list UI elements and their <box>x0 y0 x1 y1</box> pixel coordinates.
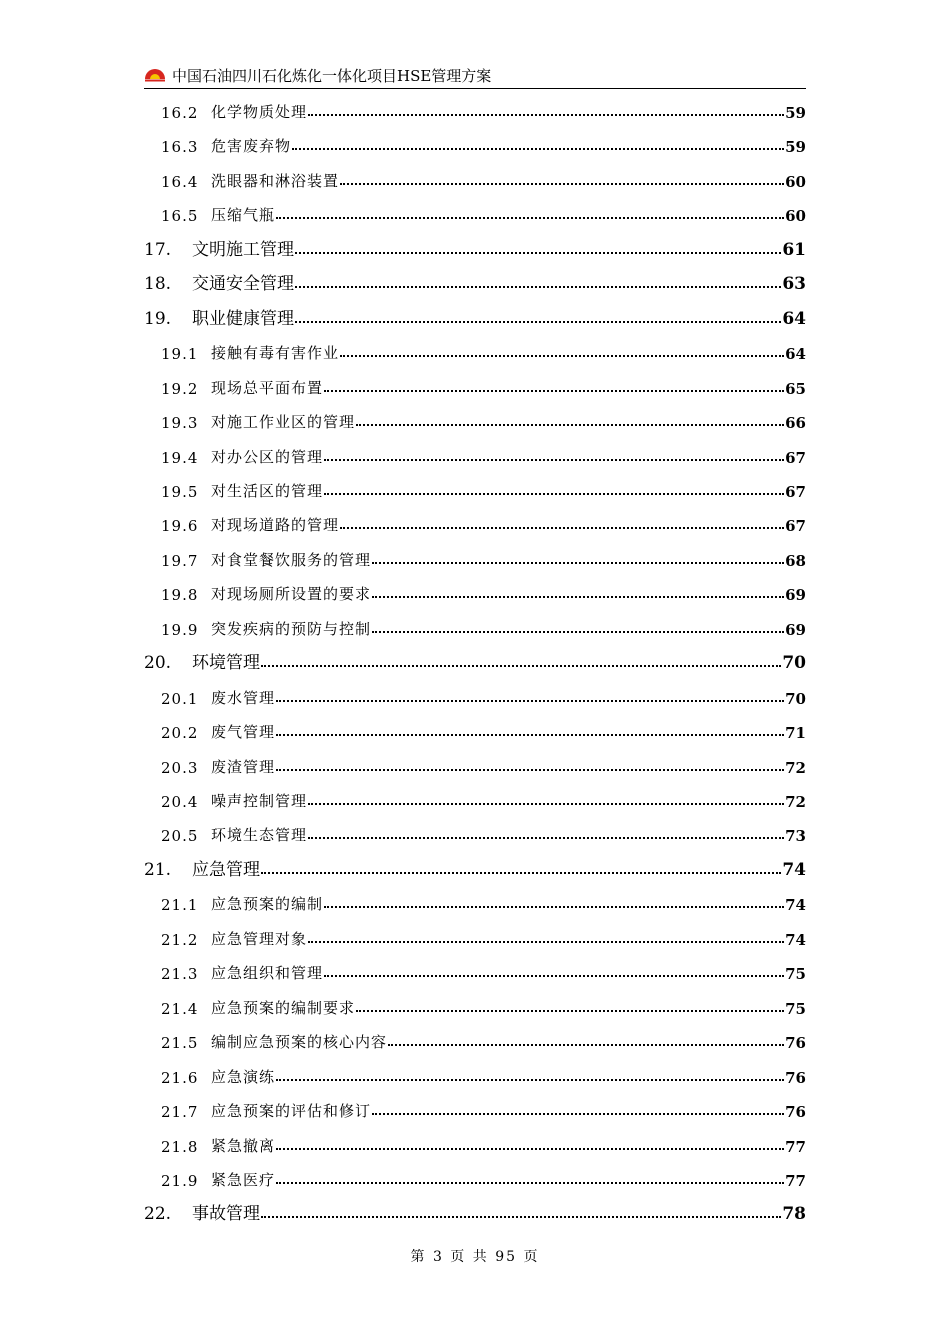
toc-entry[interactable] <box>144 230 806 260</box>
toc-leader-dots <box>308 837 784 839</box>
toc-entry-number: 19.7 <box>161 551 199 570</box>
toc-leader-dots <box>340 355 784 357</box>
toc-entry-number: 22. <box>144 1204 172 1225</box>
toc-entry-title: 紧急撤离 <box>211 1136 276 1155</box>
toc-entry-title: 应急演练 <box>211 1067 276 1086</box>
toc-entry[interactable] <box>144 368 806 398</box>
toc-entry-title: 应急管理对象 <box>211 929 308 948</box>
toc-entry-number: 21.7 <box>161 1103 199 1122</box>
toc-entry-number: 19.9 <box>161 620 199 639</box>
toc-entry-title: 现场总平面布置 <box>211 378 324 397</box>
toc-entry-page: 74 <box>782 859 806 880</box>
toc-entry-title: 应急预案的编制 <box>211 895 324 914</box>
toc-leader-dots <box>276 769 784 771</box>
toc-leader-dots <box>276 1079 784 1081</box>
toc-leader-dots <box>372 596 784 598</box>
toc-entry-page: 76 <box>785 1103 806 1122</box>
toc-entry[interactable] <box>144 161 806 191</box>
toc-entry-number: 16.3 <box>161 138 199 157</box>
toc-entry-number: 16.2 <box>161 104 199 122</box>
toc-entry[interactable] <box>144 505 806 535</box>
toc-entry[interactable] <box>144 1022 806 1052</box>
toc-entry-number: 21.1 <box>161 896 199 915</box>
toc-leader-dots <box>324 493 784 495</box>
toc-entry-page: 65 <box>785 379 806 398</box>
toc-entry-page: 59 <box>785 138 806 157</box>
toc-entry-title: 对现场道路的管理 <box>211 516 340 535</box>
toc-entry[interactable] <box>144 1057 806 1087</box>
toc-leader-dots <box>372 562 784 564</box>
toc-leader-dots <box>324 390 784 392</box>
toc-leader-dots <box>340 183 784 185</box>
toc-entry-title: 危害废弃物 <box>211 137 292 156</box>
toc-entry-title: 交通安全管理 <box>192 274 294 295</box>
toc-entry[interactable] <box>144 574 806 604</box>
toc-entry[interactable] <box>144 126 806 156</box>
toc-entry-page: 68 <box>785 551 806 570</box>
toc-leader-dots <box>276 1148 784 1150</box>
toc-leader-dots <box>276 734 784 736</box>
toc-entry-page: 61 <box>782 239 806 260</box>
toc-entry[interactable] <box>144 1160 806 1190</box>
toc-entry-page: 74 <box>785 930 806 949</box>
toc-entry-title: 废水管理 <box>211 688 276 707</box>
toc-entry[interactable] <box>144 1126 806 1156</box>
toc-leader-dots <box>356 1010 784 1012</box>
toc-entry-title: 接触有毒有害作业 <box>211 344 340 363</box>
toc-entry-page: 66 <box>785 414 806 433</box>
toc-entry-page: 74 <box>785 896 806 915</box>
toc-entry[interactable] <box>144 884 806 914</box>
toc-entry-title: 应急组织和管理 <box>211 964 324 983</box>
toc-entry-title: 压缩气瓶 <box>211 206 276 225</box>
toc-leader-dots <box>295 286 781 288</box>
toc-leader-dots <box>295 252 781 254</box>
toc-entry-title: 应急管理 <box>192 859 260 880</box>
toc-leader-dots <box>372 1113 784 1115</box>
toc-entry-page: 70 <box>782 653 806 674</box>
page-footer: 第 3 页 共 95 页 <box>410 1249 540 1265</box>
toc-entry-page: 67 <box>785 517 806 536</box>
toc-entry-title: 职业健康管理 <box>192 308 294 329</box>
toc-entry-page: 75 <box>785 965 806 984</box>
toc-entry[interactable] <box>144 609 806 639</box>
toc-entry-number: 20.3 <box>161 758 199 777</box>
toc-entry-page: 70 <box>785 689 806 708</box>
toc-entry-page: 78 <box>782 1204 806 1225</box>
toc-leader-dots <box>261 1216 781 1218</box>
toc-entry-number: 16.4 <box>161 172 199 191</box>
toc-entry-title: 洗眼器和淋浴装置 <box>211 171 340 190</box>
toc-entry-number: 19. <box>144 308 172 329</box>
toc-entry[interactable] <box>144 195 806 225</box>
toc-entry[interactable] <box>144 988 806 1018</box>
toc-entry-number: 16.5 <box>161 207 199 226</box>
toc-entry-number: 17. <box>144 239 172 260</box>
toc-entry-number: 20.2 <box>161 724 199 743</box>
toc-entry[interactable] <box>144 712 806 742</box>
toc-leader-dots <box>292 148 784 150</box>
toc-leader-dots <box>308 941 784 943</box>
toc-entry[interactable] <box>144 264 806 294</box>
toc-entry-number: 19.3 <box>161 414 199 433</box>
toc-entry[interactable] <box>144 1091 806 1121</box>
toc-entry-number: 19.6 <box>161 517 199 536</box>
toc-entry-number: 21.4 <box>161 999 199 1018</box>
toc-entry-number: 20.5 <box>161 827 199 846</box>
toc-leader-dots <box>388 1044 784 1046</box>
toc-entry-page: 64 <box>782 308 806 329</box>
toc-entry[interactable] <box>144 747 806 777</box>
toc-leader-dots <box>356 424 784 426</box>
toc-entry-title: 突发疾病的预防与控制 <box>211 619 372 638</box>
toc-entry-number: 18. <box>144 274 172 295</box>
toc-leader-dots <box>372 631 784 633</box>
toc-leader-dots <box>276 700 784 702</box>
toc-entry-title: 紧急医疗 <box>211 1170 276 1189</box>
toc-entry-page: 76 <box>785 1034 806 1053</box>
toc-leader-dots <box>308 803 784 805</box>
toc-entry[interactable] <box>144 333 806 363</box>
toc-entry-page: 76 <box>785 1068 806 1087</box>
toc-entry-number: 21.8 <box>161 1137 199 1156</box>
toc-entry-page: 75 <box>785 999 806 1018</box>
toc-entry-title: 对现场厕所设置的要求 <box>211 585 372 604</box>
toc-entry-page: 60 <box>785 172 806 191</box>
toc-entry-number: 21.9 <box>161 1171 199 1190</box>
toc-entry-page: 67 <box>785 482 806 501</box>
toc-entry-page: 72 <box>785 793 806 811</box>
toc-entry-page: 71 <box>785 724 806 743</box>
toc-entry[interactable] <box>144 437 806 467</box>
toc-entry[interactable] <box>144 471 806 501</box>
toc-entry[interactable] <box>144 540 806 570</box>
toc-entry-title: 废气管理 <box>211 723 276 742</box>
toc-entry-title: 噪声控制管理 <box>211 792 308 810</box>
toc-entry-number: 21.5 <box>161 1034 199 1053</box>
toc-entry-page: 69 <box>785 620 806 639</box>
toc-leader-dots <box>324 459 784 461</box>
toc-entry-number: 20.4 <box>161 793 199 811</box>
toc-entry-page: 69 <box>785 586 806 605</box>
toc-entry-title: 文明施工管理 <box>192 239 294 260</box>
toc-entry[interactable] <box>144 781 806 811</box>
toc-entry-title: 化学物质处理 <box>211 103 308 121</box>
toc-entry-number: 21.2 <box>161 930 199 949</box>
toc-entry-number: 20.1 <box>161 689 199 708</box>
toc-entry[interactable] <box>144 643 806 673</box>
toc-entry-title: 编制应急预案的核心内容 <box>211 1033 388 1052</box>
toc-entry-title: 应急预案的编制要求 <box>211 998 356 1017</box>
toc-entry-title: 事故管理 <box>192 1204 260 1225</box>
toc-entry-number: 21.3 <box>161 965 199 984</box>
toc-leader-dots <box>261 665 781 667</box>
toc-entry-page: 60 <box>785 207 806 226</box>
toc-entry-title: 对施工作业区的管理 <box>211 413 356 432</box>
toc-entry-page: 77 <box>785 1137 806 1156</box>
header-title: 中国石油四川石化炼化一体化项目HSE管理方案 <box>172 67 492 85</box>
toc-entry-number: 19.8 <box>161 586 199 605</box>
toc-entry[interactable] <box>144 92 806 122</box>
toc-entry[interactable] <box>144 299 806 329</box>
toc-entry-page: 73 <box>785 827 806 846</box>
toc-entry-title: 环境生态管理 <box>211 826 308 845</box>
toc-entry[interactable] <box>144 402 806 432</box>
toc-leader-dots <box>295 321 781 323</box>
toc-entry-page: 67 <box>785 448 806 467</box>
toc-entry-title: 废渣管理 <box>211 757 276 776</box>
toc-leader-dots <box>276 1182 784 1184</box>
toc-entry-page: 72 <box>785 758 806 777</box>
toc-entry[interactable] <box>144 850 806 880</box>
toc-entry-number: 19.2 <box>161 379 199 398</box>
toc-leader-dots <box>340 527 784 529</box>
toc-entry-number: 20. <box>144 653 172 674</box>
toc-entry-page: 63 <box>782 274 806 295</box>
toc-entry-title: 对生活区的管理 <box>211 481 324 500</box>
toc-entry-number: 21. <box>144 859 172 880</box>
toc-entry-page: 77 <box>785 1171 806 1190</box>
toc-entry-title: 对办公区的管理 <box>211 447 324 466</box>
toc-entry[interactable] <box>144 953 806 983</box>
toc-entry-title: 环境管理 <box>192 653 260 674</box>
toc-entry[interactable] <box>144 815 806 845</box>
toc-leader-dots <box>308 114 784 116</box>
toc-entry[interactable] <box>144 919 806 949</box>
toc-entry[interactable] <box>144 678 806 708</box>
toc-entry[interactable] <box>144 1194 806 1224</box>
toc-leader-dots <box>324 975 784 977</box>
toc-entry-title: 对食堂餐饮服务的管理 <box>211 550 372 569</box>
toc-entry-number: 19.5 <box>161 482 199 501</box>
toc-leader-dots <box>324 906 784 908</box>
toc-leader-dots <box>276 217 784 219</box>
toc-leader-dots <box>261 872 781 874</box>
toc-entry-title: 应急预案的评估和修订 <box>211 1102 372 1121</box>
toc-entry-number: 21.6 <box>161 1068 199 1087</box>
toc-entry-page: 64 <box>785 345 806 364</box>
toc-entry-number: 19.4 <box>161 448 199 467</box>
toc-entry-number: 19.1 <box>161 345 199 364</box>
toc-entry-page: 59 <box>785 104 806 122</box>
